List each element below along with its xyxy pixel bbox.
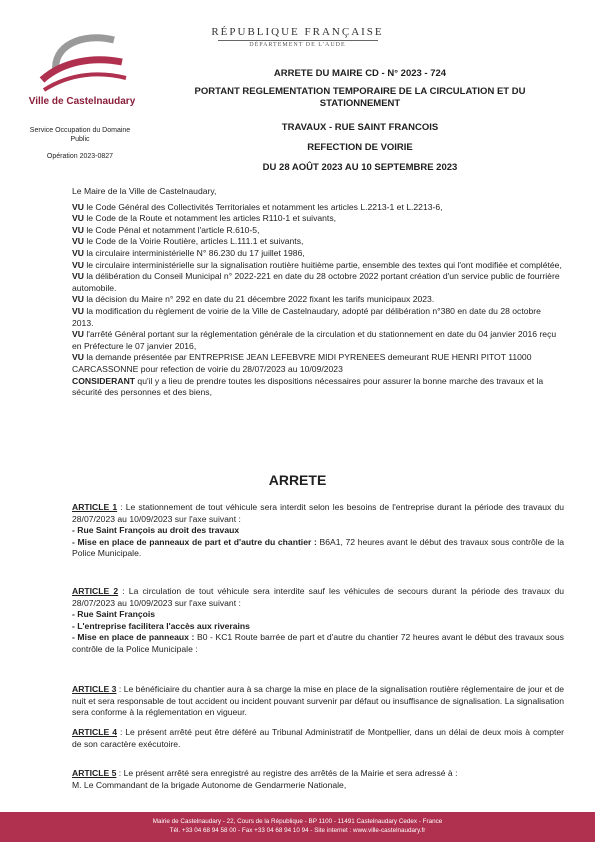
town-name: Ville de Castelnaudary	[28, 96, 136, 107]
article-5-label: ARTICLE 5	[72, 768, 117, 778]
considerant-text: l'arrêté Général portant sur la réglementation générale de la circulation et du stationnement en date du 04 janvier 2016 reçu en Préfecture le 07 janvier 2016,	[72, 329, 557, 351]
article-1	[72, 502, 564, 560]
article-1-item-signs-detail: B6A1, 72 heures avant le début des travaux sous contrôle de la Police Municipale.	[72, 536, 564, 559]
decree-subject: PORTANT REGLEMENTATION TEMPORAIRE DE LA CIRCULATION ET DU STATIONNEMENT	[194, 86, 526, 109]
article-2	[72, 586, 564, 656]
town-logo	[22, 32, 142, 106]
operation-number: Opération 2023-0827	[46, 153, 114, 160]
article-2-item-signs-detail: B0 - KC1 Route barrée de part et d'autre du chantier 72 heures avant le début des travaux sous contrôle de la Police Municipale :	[72, 632, 564, 654]
considerant-text: la délibération du Conseil Municipal n° 2022-221 en date du 28 octobre 2022 portant création d'un service public de fourrière automobile.	[72, 271, 560, 293]
article-2-text: : La circulation de tout véhicule sera interdite sauf les véhicules de secours durant la période des travaux du 28/07/2023 au 10/09/2023 sur l'axe suivant :	[72, 586, 564, 608]
considerant-lead: VU	[72, 213, 84, 224]
article-2-item-signs: - Mise en place de panneaux :	[72, 632, 195, 643]
considerant-lead: VU	[72, 224, 84, 235]
considerant-text: le circulaire interministérielle sur la signalisation routière huitième partie, ensemble des textes qui l'ont modifiée et complétée,	[83, 259, 562, 270]
considerant-text: le Code de la Voirie Routière, articles L.111.1 et suivants,	[83, 236, 304, 247]
article-1-item-signs: - Mise en place de panneaux de part et d'autre du chantier :	[72, 536, 317, 547]
republic-divider	[218, 40, 378, 41]
considerant-lead: VU	[72, 259, 84, 270]
considerant-item	[72, 225, 564, 237]
article-4-label: ARTICLE 4	[72, 727, 117, 737]
considerant-text: la décision du Maire n° 292 en date du 21 décembre 2022 fixant les tarifs municipaux 2023.	[83, 294, 435, 305]
considerant-item	[72, 213, 564, 225]
considerant-item	[72, 294, 564, 306]
considerant-lead: VU	[72, 294, 84, 305]
considerant-item	[72, 329, 564, 352]
works-type: REFECTION DE VOIRIE	[307, 142, 413, 153]
article-5	[72, 768, 564, 791]
considerant-item	[72, 376, 564, 399]
considerant-text: la modification du règlement de voirie de la Ville de Castelnaudary, adopté par délibération n°380 en date du 28 octobre 2013.	[72, 305, 541, 328]
article-1-item-street: - Rue Saint François au droit des travaux	[72, 525, 240, 536]
considerant-item	[72, 202, 564, 214]
considerant-text: le Code Général des Collectivités Territoriales et notamment les articles L.2213-1 et L.2213-6,	[83, 201, 443, 212]
considerants-block	[72, 186, 564, 399]
arrete-heading: ARRETE	[268, 472, 327, 488]
considerant-item	[72, 248, 564, 260]
article-4	[72, 727, 564, 750]
considerant-item	[72, 306, 564, 329]
service-label: Service Occupation du Domaine Public	[29, 127, 131, 143]
article-2-item-street: - Rue Saint François	[72, 609, 156, 620]
footer-contact: Tél. +33 04 68 94 58 00 - Fax +33 04 68 94 10 94 - Site internet : www.ville-castelnaudary.fr	[169, 827, 426, 834]
department-label: DÉPARTEMENT DE L'AUDE	[249, 42, 346, 48]
considerant-lead: VU	[72, 305, 84, 316]
considerant-lead: VU	[72, 271, 84, 282]
article-1-label: ARTICLE 1	[72, 502, 118, 512]
considerant-item	[72, 236, 564, 248]
considerants-list	[72, 202, 564, 399]
article-3	[72, 684, 564, 719]
considerant-text: la circulaire interministérielle N° 86.230 du 17 juillet 1986,	[83, 247, 305, 258]
considerant-lead: VU	[72, 247, 84, 258]
footer-address: Mairie de Castelnaudary - 22, Cours de la République - BP 1100 - 11491 Castelnaudary Cedex - France	[152, 818, 443, 825]
considerant-lead: VU	[72, 352, 84, 363]
considerant-text: le Code Pénal et notamment l'article R.610-5,	[83, 224, 260, 235]
mayor-intro: Le Maire de la Ville de Castelnaudary,	[72, 186, 217, 196]
article-4-text: : Le présent arrêté peut être déféré au Tribunal Administratif de Montpellier, dans un délai de deux mois à compter de son caractère exécutoire.	[72, 727, 565, 749]
article-5-text: : Le présent arrêté sera enregistré au registre des arrêtés de la Mairie et sera adressé à :	[116, 768, 458, 778]
article-3-label: ARTICLE 3	[72, 684, 117, 694]
considerant-text: le Code de la Route et notamment les articles R110-1 et suivants,	[83, 213, 337, 224]
works-dates: DU 28 AOÛT 2023 AU 10 SEPTEMBRE 2023	[262, 162, 458, 173]
article-5-recipient: M. Le Commandant de la brigade Autonome de Gendarmerie Nationale,	[72, 779, 347, 790]
article-1-text: : Le stationnement de tout véhicule sera interdit selon les besoins de l'entreprise durant la période des travaux du 28/07/2023 au 10/09/2023 sur l'axe suivant :	[72, 502, 564, 524]
considerant-text: qu'il y a lieu de prendre toutes les dispositions nécessaires pour assurer la bonne marche des travaux et la sécurité des personnes et des biens,	[72, 375, 544, 398]
article-2-label: ARTICLE 2	[72, 586, 119, 596]
considerant-text: la demande présentée par ENTREPRISE JEAN LEFEBVRE MIDI PYRENEES demeurant RUE HENRI PITOT 11000 CARCASSONNE pour refection de voirie du 28/07/2023 au 10/09/2023	[72, 352, 532, 374]
republic-heading: RÉPUBLIQUE FRANÇAISE	[211, 26, 384, 38]
considerant-lead: CONSIDERANT	[72, 375, 136, 386]
decree-number: ARRETE DU MAIRE CD - N° 2023 - 724	[273, 68, 447, 79]
considerant-item	[72, 271, 564, 294]
considerant-lead: VU	[72, 201, 84, 212]
considerant-lead: VU	[72, 329, 84, 340]
article-3-text: : Le bénéficiaire du chantier aura à sa charge la mise en place de la signalisation routière réglementaire de jour et de nuit et sera responsable de tout accident ou incident pouvant survenir par défaut ou insuffisance de signalisation. La signalisation sera conforme à la réglementation en vigueur.	[72, 684, 565, 718]
page-footer	[0, 812, 595, 842]
considerant-lead: VU	[72, 236, 84, 247]
works-location: TRAVAUX - RUE SAINT FRANCOIS	[281, 122, 439, 133]
article-2-item-access: - L'entreprise facilitera l'accès aux riverains	[72, 620, 250, 631]
considerant-item	[72, 260, 564, 272]
considerant-item	[72, 352, 564, 375]
